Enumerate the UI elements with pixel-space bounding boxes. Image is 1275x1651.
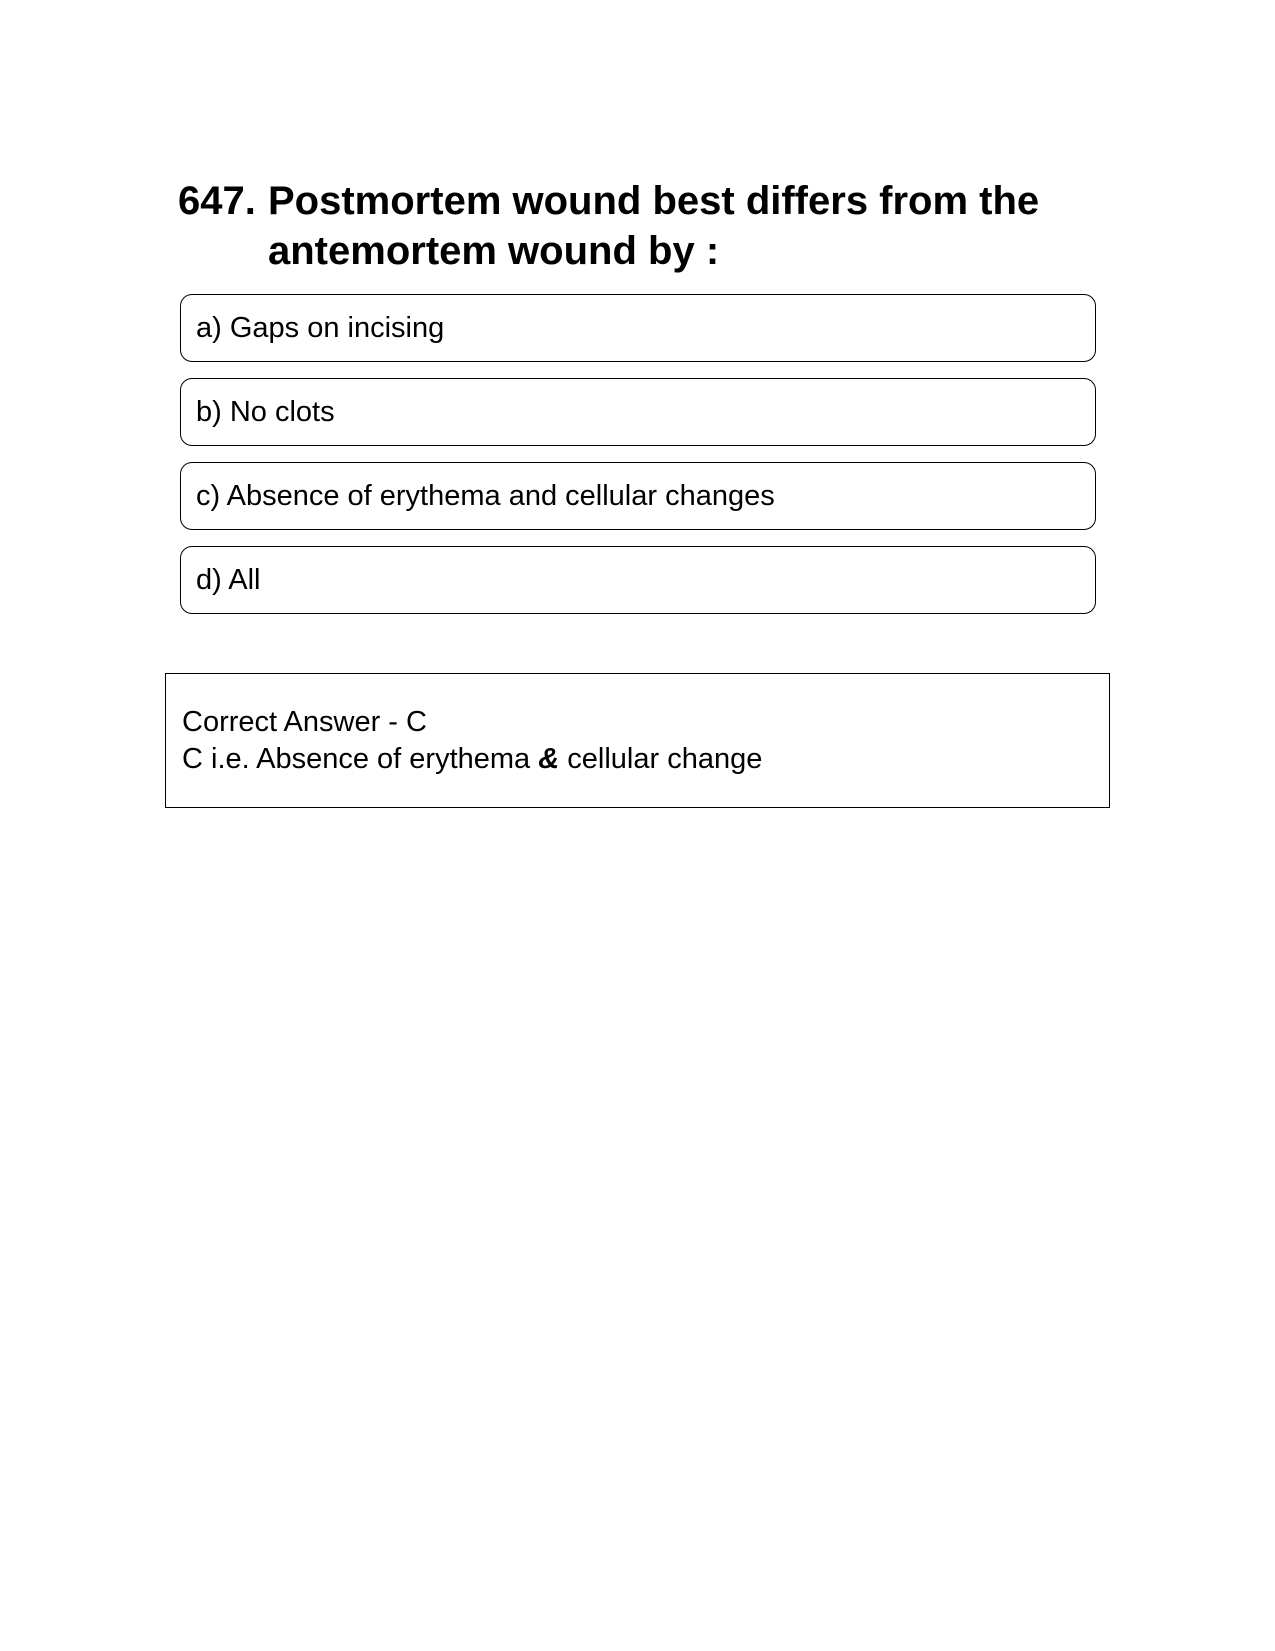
correct-answer-heading: Correct Answer - C [182, 706, 427, 738]
answer-box [165, 673, 1110, 808]
explanation-text-end: cellular change [559, 743, 763, 775]
question [178, 176, 1098, 276]
question-text: Postmortem wound best differs from the antemortem wound by : [268, 179, 1040, 273]
question-number: 647. [178, 179, 256, 223]
option-c[interactable]: c) Absence of erythema and cellular changes [180, 462, 1096, 530]
options-list [180, 294, 1096, 630]
option-d[interactable]: d) All [180, 546, 1096, 614]
option-a[interactable]: a) Gaps on incising [180, 294, 1096, 362]
ampersand: & [538, 743, 560, 775]
explanation-text-start: C i.e. Absence of erythema [182, 743, 539, 775]
answer-explanation [182, 741, 1109, 778]
option-b[interactable]: b) No clots [180, 378, 1096, 446]
